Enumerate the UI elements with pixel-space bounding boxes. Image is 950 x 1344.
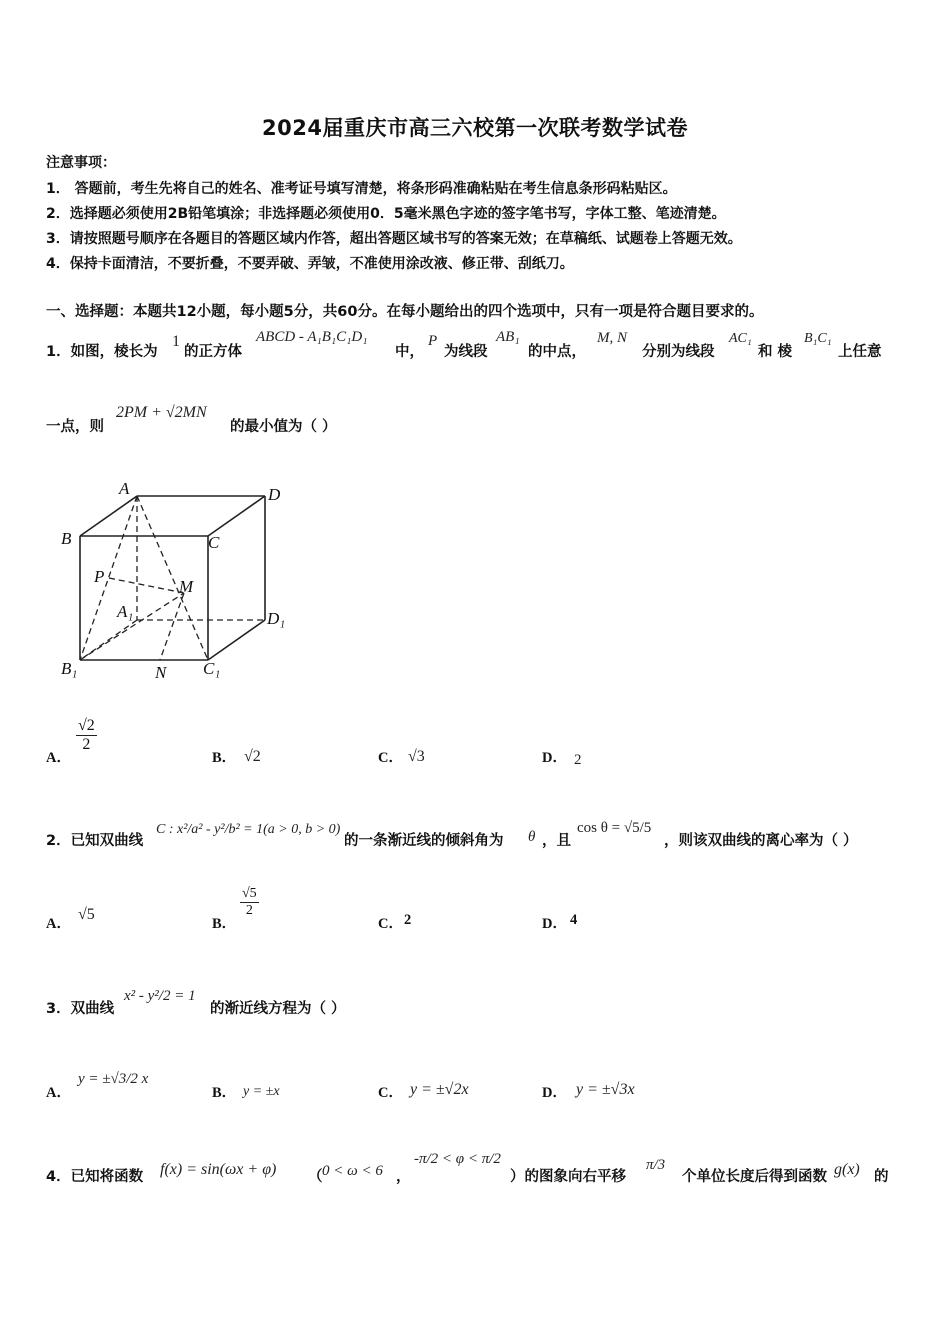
q2-text: 的一条渐近线的倾斜角为 (344, 833, 504, 849)
q1-text: 为线段 (444, 344, 488, 360)
q4-math: π/3 (646, 1157, 666, 1173)
label-D1: D₁ (267, 609, 286, 628)
frac-den: 2 (245, 903, 253, 919)
q2-text: ，且 (542, 833, 571, 849)
edge-C1D1 (208, 620, 265, 660)
segment-AC1 (137, 496, 208, 660)
q1-math: AC₁ (729, 331, 752, 346)
q4-text: ， (396, 1169, 411, 1185)
q4-text: ）的图象向右平移 (510, 1169, 626, 1185)
label-C1: C₁ (203, 659, 221, 678)
notice-item: 4．保持卡面清洁，不要折叠，不要弄破、弄皱，不准使用涂改液、修正带、刮纸刀。 (46, 256, 574, 272)
option-value: 4 (570, 912, 578, 928)
option-label: A． (46, 1085, 71, 1101)
option-label: D． (542, 750, 567, 766)
option-value: y = ±√3/2 x (78, 1071, 149, 1087)
cube-figure (55, 478, 295, 688)
label-D: D (268, 485, 281, 504)
q1-text: 和 棱 (758, 344, 793, 360)
edge-BA (80, 496, 137, 536)
q2-math: cos θ = √5/5 (577, 820, 652, 836)
q3-math: x² - y²/2 = 1 (124, 988, 196, 1004)
q1-math: ABCD - A₁B₁C₁D₁ (256, 329, 368, 345)
frac-num: √5 (240, 886, 259, 903)
option-value: √3 (408, 748, 425, 765)
option-value: √5 (78, 906, 95, 923)
option-label: C． (378, 916, 403, 932)
q4-math: f(x) = sin(ωx + φ) (160, 1161, 277, 1178)
notice-item: 1． 答题前，考生先将自己的姓名、准考证号填写清楚，将条形码准确粘贴在考生信息条形码粘贴区。 (46, 181, 677, 197)
option-value: y = ±x (243, 1084, 280, 1099)
label-A1: A₁ (117, 602, 134, 621)
label-N: N (155, 663, 167, 682)
q4-math: -π/2 < φ < π/2 (414, 1151, 501, 1167)
edge-CD (208, 496, 265, 536)
q1-math: 1 (172, 333, 180, 350)
option-label: D． (542, 1085, 567, 1101)
label-A: A (119, 479, 130, 498)
segment-AB1 (80, 496, 137, 660)
option-label: B． (212, 1085, 237, 1101)
option-label: C． (378, 1085, 403, 1101)
page-title: 2024届重庆市高三六校第一次联考数学试卷 (262, 116, 688, 140)
q1-text: 的中点， (528, 344, 586, 360)
option-label: A． (46, 916, 71, 932)
q4-text: 4．已知将函数 (46, 1169, 144, 1185)
q1-text: 中， (395, 344, 424, 360)
q4-text: 的 (874, 1169, 889, 1185)
option-value: y = ±√2x (410, 1081, 469, 1098)
frac-num: √2 (76, 717, 97, 736)
option-label: A． (46, 750, 71, 766)
q1-math: 2PM + √2MN (116, 404, 207, 421)
option-label: B． (212, 916, 237, 932)
option-value: y = ±√3x (576, 1081, 635, 1098)
q1-text: 的最小值为（ ） (230, 419, 337, 435)
label-B: B (61, 529, 72, 548)
q4-math: 0 < ω < 6 (322, 1163, 383, 1179)
notice-heading: 注意事项： (46, 155, 116, 171)
q1-math: B₁C₁ (804, 331, 832, 346)
option-value (76, 717, 97, 755)
q3-text: 3．双曲线 (46, 1001, 115, 1017)
option-label: D． (542, 916, 567, 932)
label-B1: B₁ (61, 659, 78, 678)
q1-text: 1．如图，棱长为 (46, 344, 158, 360)
q3-text: 的渐近线方程为（ ） (210, 1001, 346, 1017)
label-M: M (179, 577, 194, 596)
option-label: B． (212, 750, 237, 766)
q2-text: ，则该双曲线的离心率为（ ） (664, 833, 858, 849)
q4-text: （ (308, 1169, 323, 1185)
q1-math: M, N (597, 330, 627, 346)
option-label: C． (378, 750, 403, 766)
option-value (240, 886, 259, 919)
segment-MN (160, 593, 184, 660)
notice-item: 2．选择题必须使用2B铅笔填涂；非选择题必须使用0．5毫米黑色字迹的签字笔书写，字体工整、笔迹清楚。 (46, 206, 726, 222)
notice-item: 3．请按照题号顺序在各题目的答题区域内作答，超出答题区域书写的答案无效；在草稿纸、试题卷上答题无效。 (46, 231, 742, 247)
q4-math: g(x) (834, 1161, 860, 1178)
q1-text: 的正方体 (184, 344, 242, 360)
q1-text: 上任意 (838, 344, 882, 360)
segment-PM (109, 578, 184, 593)
q1-text: 一点，则 (46, 419, 104, 435)
q2-text: 2．已知双曲线 (46, 833, 144, 849)
q1-math: AB₁ (496, 329, 520, 345)
frac-den: 2 (82, 736, 91, 754)
option-value: 2 (574, 752, 582, 768)
section-heading: 一、选择题：本题共12小题，每小题5分，共60分。在每小题给出的四个选项中，只有一项是符合题目要求的。 (46, 304, 764, 320)
q2-math: C : x²/a² - y²/b² = 1(a > 0, b > 0) (156, 822, 341, 837)
label-P: P (94, 567, 105, 586)
q1-text: 分别为线段 (642, 344, 715, 360)
q4-text: 个单位长度后得到函数 (682, 1169, 827, 1185)
option-value: 2 (404, 912, 412, 928)
option-value: √2 (244, 748, 261, 765)
label-C: C (208, 533, 220, 552)
q2-math: θ (528, 829, 536, 845)
q1-math: P (428, 333, 438, 349)
